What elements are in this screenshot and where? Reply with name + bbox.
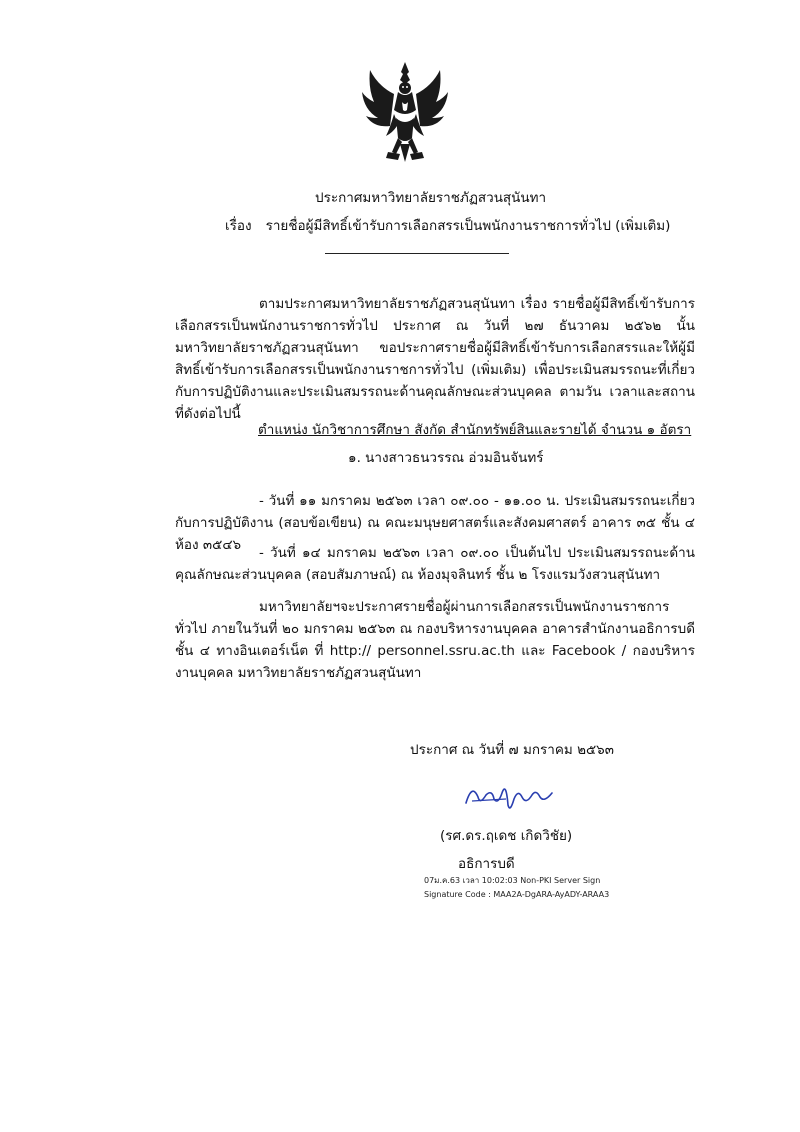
title-divider [325,253,509,254]
schedule-interview: - วันที่ ๑๔ มกราคม ๒๕๖๓ เวลา ๐๙.๐๐ เป็นต้นไป ประเมินสมรรถนะด้านคุณลักษณะส่วนบุคคล (สอบสัมภาษณ์) ณ ห้องมุจลินทร์ ชั้น ๒ โรงแรมวังสวนสุนันทา [175,545,695,583]
schedule-written-exam: - วันที่ ๑๑ มกราคม ๒๕๖๓ เวลา ๐๙.๐๐ - ๑๑.๐๐ น. ประเมินสมรรถนะเกี่ยวกับการปฏิบัติงาน (สอบข้อเขียน) ณ คณะมนุษยศาสตร์และสังคมศาสตร์ อาคาร ๓๕ ชั้น ๔ ห้อง ๓๕๔๖ [175,493,695,553]
announcement-title: ประกาศมหาวิทยาลัยราชภัฏสวนสุนันทา [315,190,547,206]
intro-paragraph: ตามประกาศมหาวิทยาลัยราชภัฏสวนสุนันทา เรื่อง รายชื่อผู้มีสิทธิ์เข้ารับการเลือกสรรเป็นพนักงานราชการทั่วไป ประกาศ ณ วันที่ ๒๗ ธันวาคม ๒๕๖๒ นั้น มหาวิทยาลัยราชภัฏสวนสุนันทา ขอประกาศรายชื่อผู้มีสิทธิ์เข้ารับการเลือกสรรและให้ผู้มีสิทธิ์เข้ารับการเลือกสรรเป็นพนักงานราชการทั่วไป (เพิ่มเติม) เพื่อประเมินสมรรถนะที่เกี่ยวกับการปฏิบัติงานและประเมินสมรรถนะด้านคุณลักษณะส่วนบุคคล ตามวัน เวลาและสถานที่ดังต่อไปนี้ [175,296,695,422]
candidate-name: ๑. นางสาวธนวรรณ อ่วมอินจันทร์ [348,450,544,466]
announcement-subject [0,214,800,236]
sign-timestamp: 07ม.ค.63 เวลา 10:02:03 Non-PKI Server Sign [424,876,601,885]
subject-label: เรื่อง [225,218,252,234]
signer-role: อธิการบดี [458,856,515,872]
position-heading: ตำแหน่ง นักวิชาการศึกษา สังกัด สำนักทรัพย์สินและรายได้ จำนวน ๑ อัตรา [258,422,692,438]
signature-icon [462,775,562,815]
subject-text: รายชื่อผู้มีสิทธิ์เข้ารับการเลือกสรรเป็นพนักงานราชการทั่วไป (เพิ่มเติม) [265,218,671,234]
announcement-date: ประกาศ ณ วันที่ ๗ มกราคม ๒๕๖๓ [410,742,614,758]
garuda-emblem-icon [360,58,450,164]
signer-name: (รศ.ดร.ฤเดช เกิดวิชัย) [440,828,573,844]
signature-code: Signature Code : MAA2A-DgARA-AyADY-ARAA3 [424,890,610,899]
results-paragraph: มหาวิทยาลัยฯจะประกาศรายชื่อผู้ผ่านการเลือกสรรเป็นพนักงานราชการทั่วไป ภายในวันที่ ๒๐ มกราคม ๒๕๖๓ ณ กองบริหารงานบุคคล อาคารสำนักงานอธิการบดี ชั้น ๔ ทางอินเตอร์เน็ต ที่ http:// personnel.ssru.ac.th และ Facebook / กองบริหารงานบุคคล มหาวิทยาลัยราชภัฏสวนสุนันทา [175,599,695,681]
